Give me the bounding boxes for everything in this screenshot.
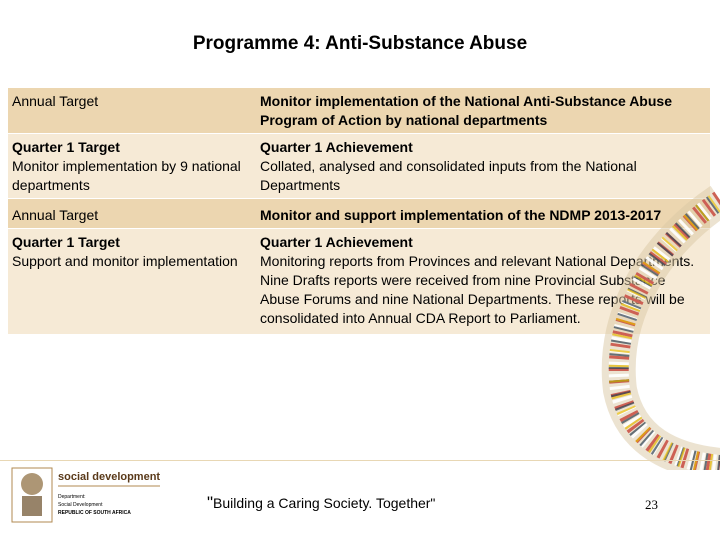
dept-line-2: Social Development <box>58 502 103 508</box>
social-development-logo <box>10 462 170 526</box>
beadwork-decoration <box>600 160 720 470</box>
annual-target-cell <box>8 88 252 133</box>
cell-text: Monitor implementation by 9 national departments <box>12 158 241 193</box>
slogan-text: Building a Caring Society. Together" <box>213 495 436 511</box>
annual-target-value-cell <box>252 88 710 133</box>
cell-heading: Quarter 1 Target <box>12 234 120 250</box>
page-number: 23 <box>645 497 658 512</box>
cell-heading: Monitor implementation of the National Anti-Substance Abuse Program of Action by national departments <box>260 93 672 128</box>
logo-name: social development <box>58 471 161 483</box>
page-title: Programme 4: Anti-Substance Abuse <box>192 33 528 54</box>
quarter-target-cell <box>8 229 252 334</box>
dept-line-1: Department: <box>58 494 86 500</box>
cell-heading: Quarter 1 Achievement <box>260 139 413 155</box>
table-row <box>8 88 710 134</box>
slogan <box>207 493 435 513</box>
annual-target-cell <box>8 199 252 228</box>
cell-text: Collated, analysed and consolidated inputs from the National Departments <box>260 158 637 193</box>
cell-heading: Annual Target <box>12 93 99 109</box>
slogan-open-quote: " <box>207 493 214 512</box>
cell-text: Monitoring reports from Provinces and relevant National Departments. Nine Drafts reports were received from nine Provincial Substance Abuse Forums and nine National Departments. These reports will be consolidated into Annual CDA Report to Parliament. <box>260 253 695 326</box>
dept-line-3: REPUBLIC OF SOUTH AFRICA <box>58 510 131 516</box>
footer-divider <box>0 460 720 461</box>
cell-text: Support and monitor implementation <box>12 253 238 269</box>
quarter-target-cell <box>8 134 252 198</box>
cell-heading: Quarter 1 Target <box>12 139 120 155</box>
cell-heading: Quarter 1 Achievement <box>260 234 413 250</box>
cell-heading: Monitor and support implementation of the NDMP 2013-2017 <box>260 207 662 223</box>
cell-heading: Annual Target <box>12 207 99 223</box>
